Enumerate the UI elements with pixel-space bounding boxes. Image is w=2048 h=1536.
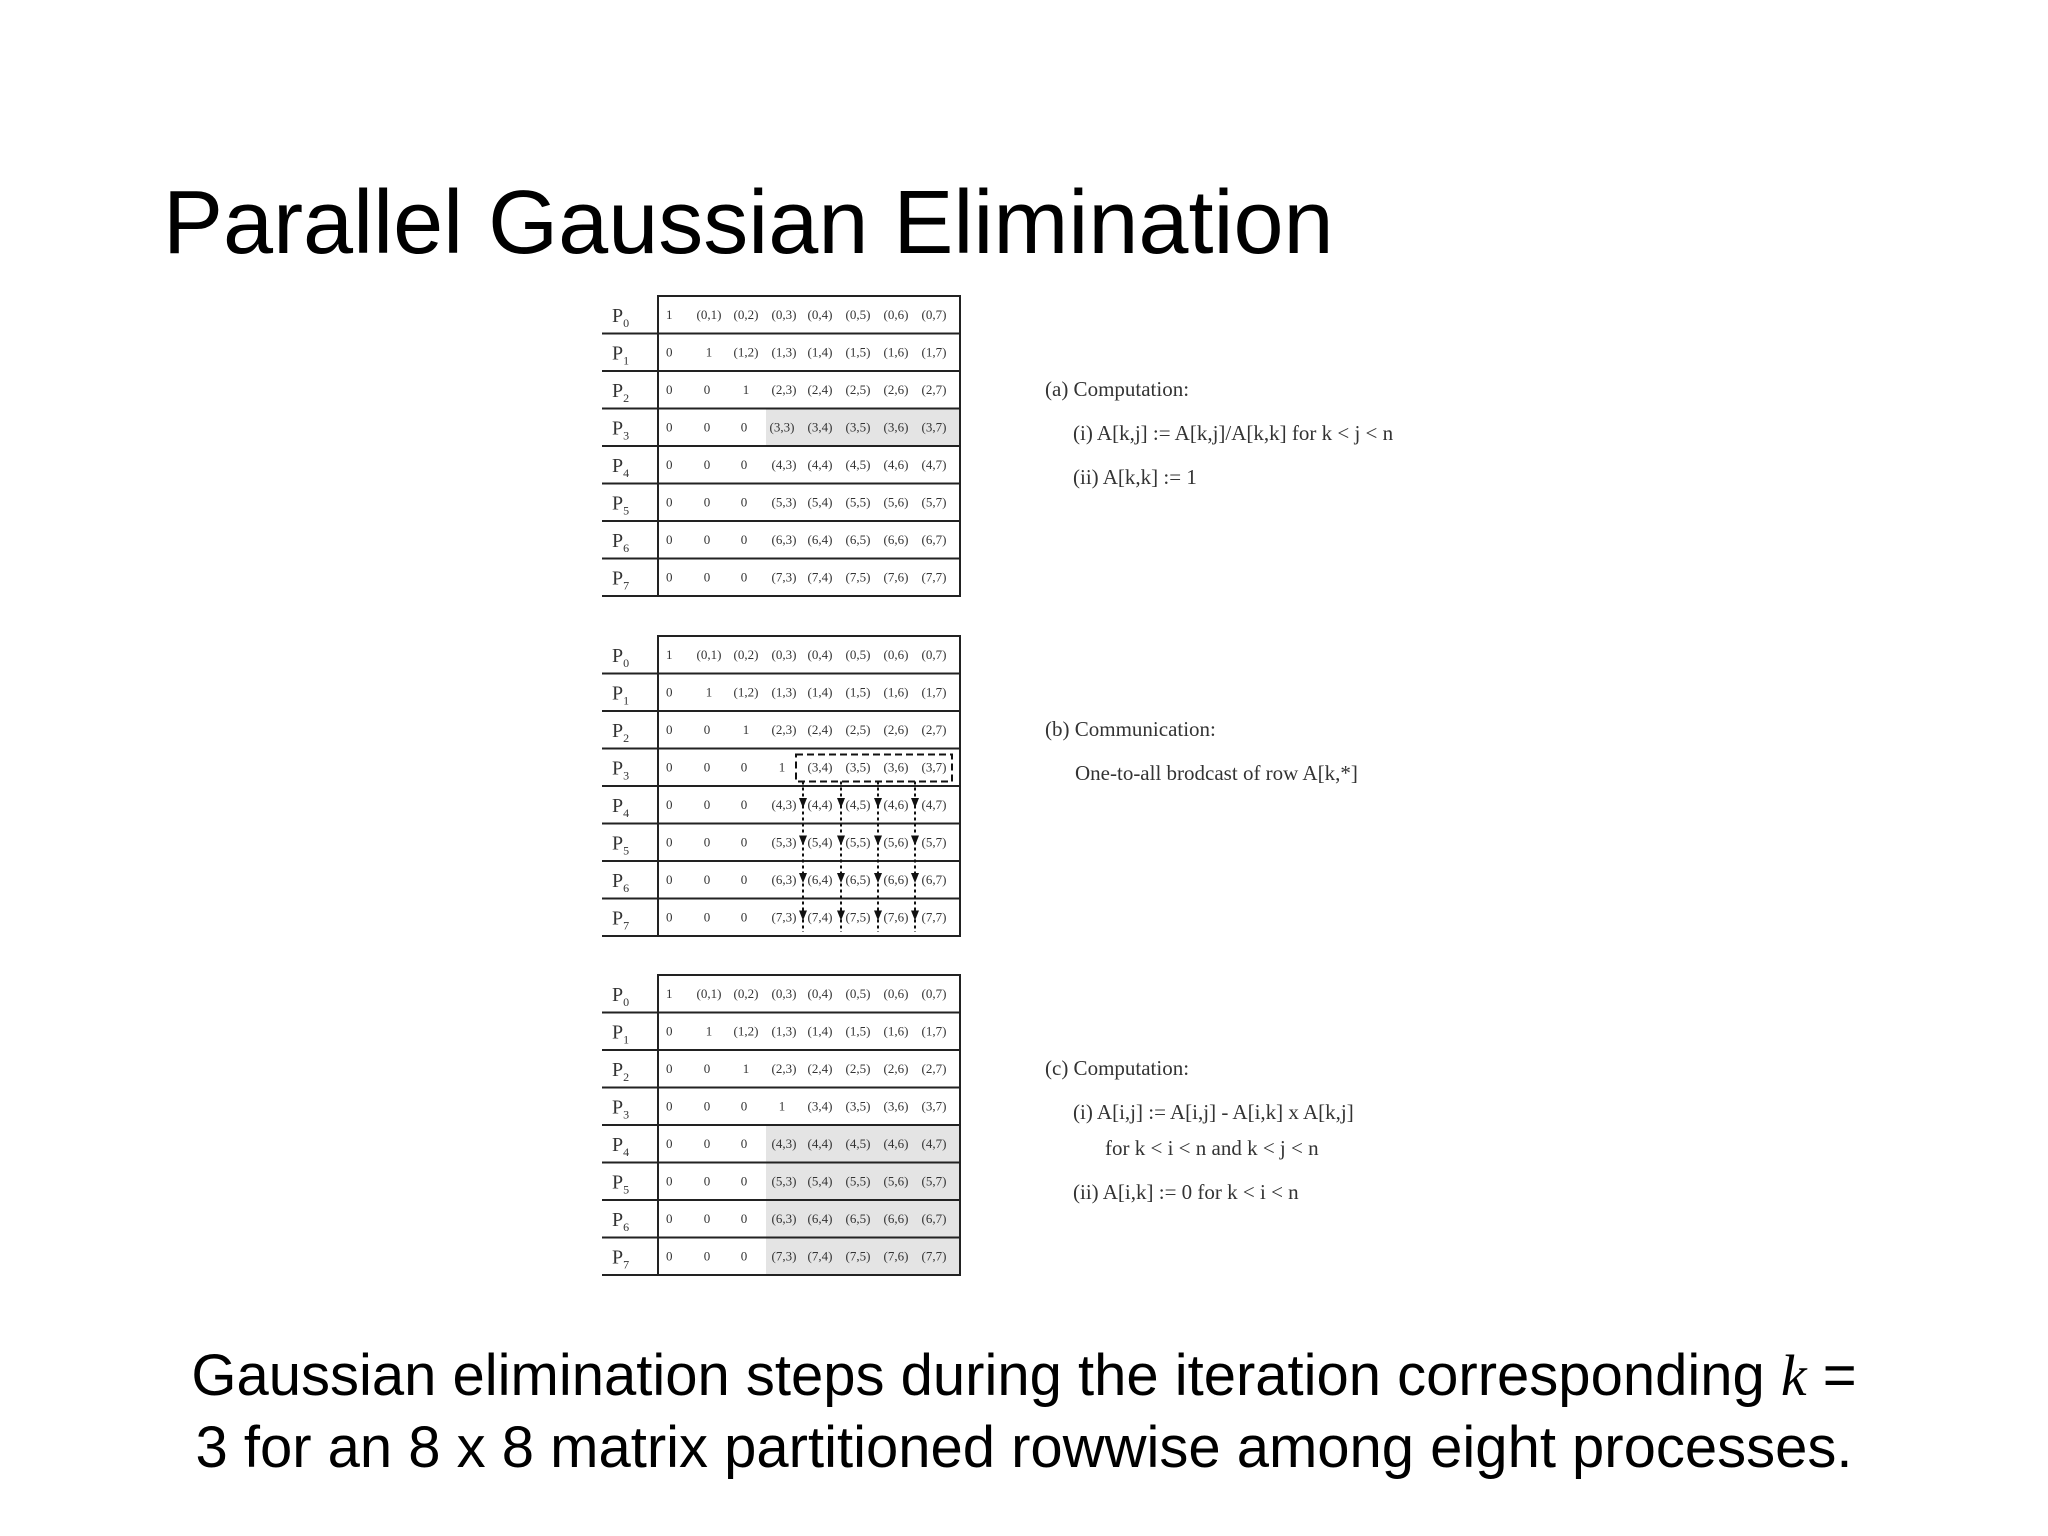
matrix-cell: (3,7) [921, 419, 947, 435]
matrix-cell: (4,3) [771, 1136, 797, 1151]
matrix-cell: (3,5) [845, 419, 871, 435]
process-label: $P_5$ [612, 1171, 630, 1197]
matrix-cell: (3,6) [883, 1098, 909, 1114]
broadcast-arrowhead [874, 836, 882, 846]
matrix-cell: (1,3) [771, 684, 797, 700]
matrix-cell: 0 [740, 1136, 748, 1151]
matrix-cell: 0 [666, 457, 673, 472]
matrix-cell: (0,3) [771, 647, 797, 662]
matrix-cell: 0 [740, 1211, 748, 1226]
matrix-cell: (7,6) [883, 569, 909, 585]
matrix-cell: (1,4) [807, 1023, 833, 1039]
matrix-cell: (7,5) [845, 909, 871, 925]
matrix-cell: (4,6) [883, 797, 909, 812]
process-label: $P_0$ [612, 645, 630, 670]
panel-step: for k < i < n and k < j < n [1105, 1136, 1319, 1160]
matrix-cell: (5,6) [883, 1173, 909, 1189]
process-label: $P_5$ [612, 832, 630, 858]
broadcast-arrowhead [837, 798, 845, 808]
matrix-cell: (4,4) [807, 797, 833, 812]
matrix-cell: (3,4) [807, 419, 833, 435]
matrix-cell: 1 [742, 1061, 750, 1076]
matrix-cell: (7,7) [921, 569, 947, 585]
matrix-cell: 1 [742, 382, 750, 397]
matrix-cell: (0,2) [733, 986, 759, 1001]
matrix-cell: (4,6) [883, 1136, 909, 1151]
matrix-cell: (7,3) [771, 909, 797, 925]
process-label: $P_4$ [612, 795, 630, 820]
matrix-cell: (0,6) [883, 307, 909, 322]
matrix-cell: 0 [703, 494, 711, 510]
broadcast-arrowhead [799, 798, 807, 808]
matrix-cell: 0 [666, 1173, 673, 1189]
matrix-cell: (1,2) [733, 684, 759, 700]
process-label: $P_2$ [612, 380, 630, 405]
matrix-cell: (0,6) [883, 647, 909, 662]
matrix-cell: 0 [703, 457, 711, 472]
matrix-cell: 0 [703, 834, 711, 850]
matrix-cell: 0 [666, 872, 673, 887]
matrix-cell: (3,3) [769, 419, 795, 435]
matrix-cell: 0 [740, 872, 748, 887]
matrix-cell: (7,3) [771, 569, 797, 585]
matrix-cell: 1 [666, 307, 673, 322]
process-label: $P_1$ [612, 342, 630, 368]
matrix-cell: 0 [703, 532, 711, 547]
matrix-cell: (5,7) [921, 494, 947, 510]
broadcast-arrowhead [837, 836, 845, 846]
matrix-cell: 1 [705, 344, 713, 360]
matrix-cell: 0 [740, 494, 748, 510]
panel-heading: (b) Communication: [1045, 717, 1216, 741]
matrix-cell: (7,4) [807, 1248, 833, 1264]
matrix-cell: 0 [666, 1061, 673, 1076]
matrix-cell: 1 [705, 684, 713, 700]
figure-caption [0, 1340, 2048, 1484]
matrix-cell: (0,7) [921, 986, 947, 1001]
matrix-cell: (5,6) [883, 494, 909, 510]
broadcast-arrowhead [911, 836, 919, 846]
panel-heading: (c) Computation: [1045, 1056, 1190, 1080]
matrix-cell: 0 [666, 494, 673, 510]
process-label: $P_6$ [612, 870, 630, 895]
matrix-cell: (0,1) [696, 986, 722, 1001]
matrix-cell: 0 [703, 759, 711, 775]
panel-b [602, 636, 1358, 936]
matrix-cell: (3,5) [845, 759, 871, 775]
matrix-cell: 0 [666, 532, 673, 547]
matrix-cell: 1 [666, 647, 673, 662]
process-label: $P_2$ [612, 1059, 630, 1084]
matrix-cell: (7,7) [921, 1248, 947, 1264]
matrix-cell: (0,3) [771, 307, 797, 322]
matrix-cell: (6,7) [921, 532, 947, 547]
matrix-cell: 0 [703, 1098, 711, 1114]
matrix-cell: 0 [740, 532, 748, 547]
matrix-cell: (6,5) [845, 1211, 871, 1226]
matrix-cell: (1,2) [733, 344, 759, 360]
matrix-cell: 0 [703, 569, 711, 585]
matrix-cell: (2,5) [845, 1061, 871, 1076]
matrix-cell: (4,5) [845, 1136, 871, 1151]
matrix-cell: (6,3) [771, 872, 797, 887]
matrix-cell: 0 [703, 872, 711, 887]
caption-line1-pre: Gaussian elimination steps during the iteration corresponding [191, 1343, 1781, 1408]
matrix-cell: (7,6) [883, 1248, 909, 1264]
process-label: $P_2$ [612, 720, 630, 745]
matrix-cell: (5,5) [845, 494, 871, 510]
matrix-cell: (1,5) [845, 1023, 871, 1039]
matrix-cell: 0 [740, 569, 748, 585]
matrix-cell: 0 [666, 759, 673, 775]
matrix-cell: (7,7) [921, 909, 947, 925]
matrix-cell: (1,7) [921, 684, 947, 700]
matrix-cell: (0,2) [733, 647, 759, 662]
matrix-cell: (6,7) [921, 1211, 947, 1226]
matrix-cell: (2,7) [921, 382, 947, 397]
matrix-cell: (2,4) [807, 1061, 833, 1076]
matrix-cell: (5,4) [807, 494, 833, 510]
broadcast-arrowhead [837, 911, 845, 921]
matrix-cell: 0 [703, 1211, 711, 1226]
broadcast-arrowhead [799, 836, 807, 846]
matrix-cell: (0,7) [921, 647, 947, 662]
matrix-cell: (6,6) [883, 532, 909, 547]
matrix-cell: 1 [778, 759, 786, 775]
process-label: $P_7$ [612, 567, 630, 593]
panel-step: (i) A[k,j] := A[k,j]/A[k,k] for k < j < n [1073, 421, 1394, 445]
panel-step: (ii) A[k,k] := 1 [1073, 465, 1197, 489]
matrix-cell: 0 [740, 1098, 748, 1114]
matrix-cell: (7,6) [883, 909, 909, 925]
matrix-cell: (5,4) [807, 1173, 833, 1189]
matrix-cell: (5,4) [807, 834, 833, 850]
matrix-cell: (2,3) [771, 1061, 797, 1076]
matrix-cell: 0 [666, 382, 673, 397]
matrix-cell: (1,5) [845, 344, 871, 360]
broadcast-arrowhead [874, 873, 882, 883]
matrix-cell: (4,3) [771, 457, 797, 472]
caption-k-variable: k [1780, 1343, 1807, 1408]
caption-line2: 3 for an 8 x 8 matrix partitioned rowwise among eight processes. [195, 1415, 1853, 1480]
matrix-cell: 0 [703, 1136, 711, 1151]
matrix-cell: 0 [666, 1136, 673, 1151]
matrix-cell: 0 [703, 909, 711, 925]
matrix-cell: 0 [666, 1023, 673, 1039]
matrix-cell: (6,4) [807, 872, 833, 887]
matrix-cell: (0,1) [696, 647, 722, 662]
matrix-cell: (6,5) [845, 872, 871, 887]
panel-heading: (a) Computation: [1045, 377, 1190, 401]
matrix-cell: 0 [740, 457, 748, 472]
panel-step: (i) A[i,j] := A[i,j] - A[i,k] x A[k,j] [1073, 1100, 1354, 1124]
matrix-cell: (5,3) [771, 1173, 797, 1189]
matrix-cell: 0 [666, 344, 673, 360]
matrix-cell: 0 [666, 684, 673, 700]
matrix-cell: (5,5) [845, 834, 871, 850]
process-label: $P_4$ [612, 455, 630, 480]
matrix-cell: 0 [740, 1173, 748, 1189]
matrix-cell: (6,5) [845, 532, 871, 547]
matrix-cell: 0 [740, 419, 748, 435]
matrix-cell: 0 [740, 759, 748, 775]
process-label: $P_1$ [612, 682, 630, 708]
matrix-cell: (2,3) [771, 382, 797, 397]
broadcast-arrowhead [911, 798, 919, 808]
matrix-cell: (4,7) [921, 1136, 947, 1151]
matrix-cell: 0 [740, 1248, 748, 1264]
matrix-cell: 1 [778, 1098, 786, 1114]
matrix-cell: (7,4) [807, 569, 833, 585]
matrix-cell: (2,7) [921, 1061, 947, 1076]
matrix-cell: 0 [703, 797, 711, 812]
matrix-cell: (3,7) [921, 759, 947, 775]
matrix-cell: 0 [740, 909, 748, 925]
matrix-cell: (0,5) [845, 307, 871, 322]
matrix-cell: (4,4) [807, 1136, 833, 1151]
matrix-cell: (3,4) [807, 1098, 833, 1114]
slide-title: Parallel Gaussian Elimination [163, 173, 1334, 273]
process-label: $P_6$ [612, 530, 630, 555]
matrix-cell: 1 [666, 986, 673, 1001]
matrix-cell: 0 [666, 909, 673, 925]
matrix-cell: (2,7) [921, 722, 947, 737]
matrix-cell: (7,5) [845, 1248, 871, 1264]
matrix-cell: (1,6) [883, 684, 909, 700]
matrix-cell: (5,7) [921, 1173, 947, 1189]
matrix-cell: (6,4) [807, 1211, 833, 1226]
matrix-cell: (4,5) [845, 457, 871, 472]
process-label: $P_0$ [612, 305, 630, 330]
matrix-cell: (5,5) [845, 1173, 871, 1189]
process-label: $P_3$ [612, 1096, 630, 1122]
matrix-cell: 0 [703, 1061, 711, 1076]
matrix-cell: (5,7) [921, 834, 947, 850]
matrix-cell: (0,4) [807, 986, 833, 1001]
matrix-cell: (2,6) [883, 722, 909, 737]
matrix-cell: (3,6) [883, 419, 909, 435]
process-label: $P_7$ [612, 1246, 630, 1272]
matrix-cell: (0,4) [807, 647, 833, 662]
matrix-cell: (2,4) [807, 722, 833, 737]
matrix-cell: (0,1) [696, 307, 722, 322]
matrix-cell: (0,3) [771, 986, 797, 1001]
matrix-cell: (0,6) [883, 986, 909, 1001]
matrix-cell: (1,4) [807, 684, 833, 700]
matrix-cell: (1,6) [883, 344, 909, 360]
matrix-cell: (3,5) [845, 1098, 871, 1114]
broadcast-arrowhead [911, 873, 919, 883]
matrix-cell: (0,2) [733, 307, 759, 322]
matrix-cell: (5,3) [771, 834, 797, 850]
broadcast-arrowhead [837, 873, 845, 883]
matrix-cell: (2,6) [883, 1061, 909, 1076]
matrix-cell: (1,5) [845, 684, 871, 700]
panel-step: One-to-all brodcast of row A[k,*] [1075, 761, 1358, 785]
broadcast-arrowhead [799, 873, 807, 883]
broadcast-arrowhead [874, 911, 882, 921]
matrix-cell: 0 [666, 1098, 673, 1114]
process-label: $P_3$ [612, 757, 630, 783]
matrix-cell: 0 [703, 1248, 711, 1264]
matrix-cell: (5,3) [771, 494, 797, 510]
panel-a [602, 296, 1394, 596]
matrix-cell: (0,5) [845, 647, 871, 662]
process-label: $P_6$ [612, 1209, 630, 1234]
broadcast-arrowhead [911, 911, 919, 921]
process-label: $P_4$ [612, 1134, 630, 1159]
broadcast-arrowhead [874, 798, 882, 808]
matrix-cell: 0 [740, 797, 748, 812]
panel-step: (ii) A[i,k] := 0 for k < i < n [1073, 1180, 1299, 1204]
matrix-cell: (4,6) [883, 457, 909, 472]
matrix-cell: (0,7) [921, 307, 947, 322]
matrix-cell: (3,6) [883, 759, 909, 775]
matrix-cell: (7,3) [771, 1248, 797, 1264]
matrix-cell: (4,3) [771, 797, 797, 812]
caption-line1-post: = [1806, 1343, 1857, 1408]
matrix-cell: 0 [703, 722, 711, 737]
matrix-cell: (3,7) [921, 1098, 947, 1114]
process-label: $P_5$ [612, 492, 630, 518]
matrix-cell: 1 [705, 1023, 713, 1039]
matrix-cell: (2,3) [771, 722, 797, 737]
matrix-cell: (1,2) [733, 1023, 759, 1039]
broadcast-arrowhead [799, 911, 807, 921]
matrix-cell: (1,3) [771, 344, 797, 360]
matrix-cell: (7,4) [807, 909, 833, 925]
matrix-cell: (6,6) [883, 1211, 909, 1226]
matrix-cell: (6,3) [771, 1211, 797, 1226]
matrix-cell: 0 [666, 419, 673, 435]
process-label: $P_0$ [612, 984, 630, 1009]
matrix-cell: 0 [666, 1211, 673, 1226]
matrix-cell: (5,6) [883, 834, 909, 850]
matrix-cell: (4,4) [807, 457, 833, 472]
matrix-cell: 0 [703, 419, 711, 435]
matrix-cell: (3,4) [807, 759, 833, 775]
matrix-cell: (2,5) [845, 722, 871, 737]
matrix-cell: (0,4) [807, 307, 833, 322]
matrix-cell: (6,3) [771, 532, 797, 547]
matrix-cell: (2,4) [807, 382, 833, 397]
matrix-cell: (6,6) [883, 872, 909, 887]
matrix-cell: 0 [666, 569, 673, 585]
matrix-cell: 0 [666, 722, 673, 737]
matrix-cell: (1,3) [771, 1023, 797, 1039]
matrix-cell: (2,5) [845, 382, 871, 397]
matrix-cell: 0 [666, 797, 673, 812]
matrix-cell: 0 [666, 1248, 673, 1264]
process-label: $P_1$ [612, 1021, 630, 1047]
panel-c [602, 975, 1354, 1275]
matrix-cell: 0 [703, 382, 711, 397]
matrix-cell: (1,7) [921, 344, 947, 360]
matrix-cell: (7,5) [845, 569, 871, 585]
process-label: $P_3$ [612, 417, 630, 443]
matrix-cell: 0 [703, 1173, 711, 1189]
matrix-cell: (1,7) [921, 1023, 947, 1039]
process-label: $P_7$ [612, 907, 630, 933]
matrix-cell: (0,5) [845, 986, 871, 1001]
matrix-cell: (2,6) [883, 382, 909, 397]
matrix-cell: (1,6) [883, 1023, 909, 1039]
matrix-cell: (4,7) [921, 797, 947, 812]
matrix-cell: (1,4) [807, 344, 833, 360]
matrix-cell: 0 [740, 834, 748, 850]
matrix-cell: 0 [666, 834, 673, 850]
matrix-cell: (6,7) [921, 872, 947, 887]
matrix-cell: 1 [742, 722, 750, 737]
matrix-cell: (6,4) [807, 532, 833, 547]
matrix-cell: (4,7) [921, 457, 947, 472]
matrix-cell: (4,5) [845, 797, 871, 812]
